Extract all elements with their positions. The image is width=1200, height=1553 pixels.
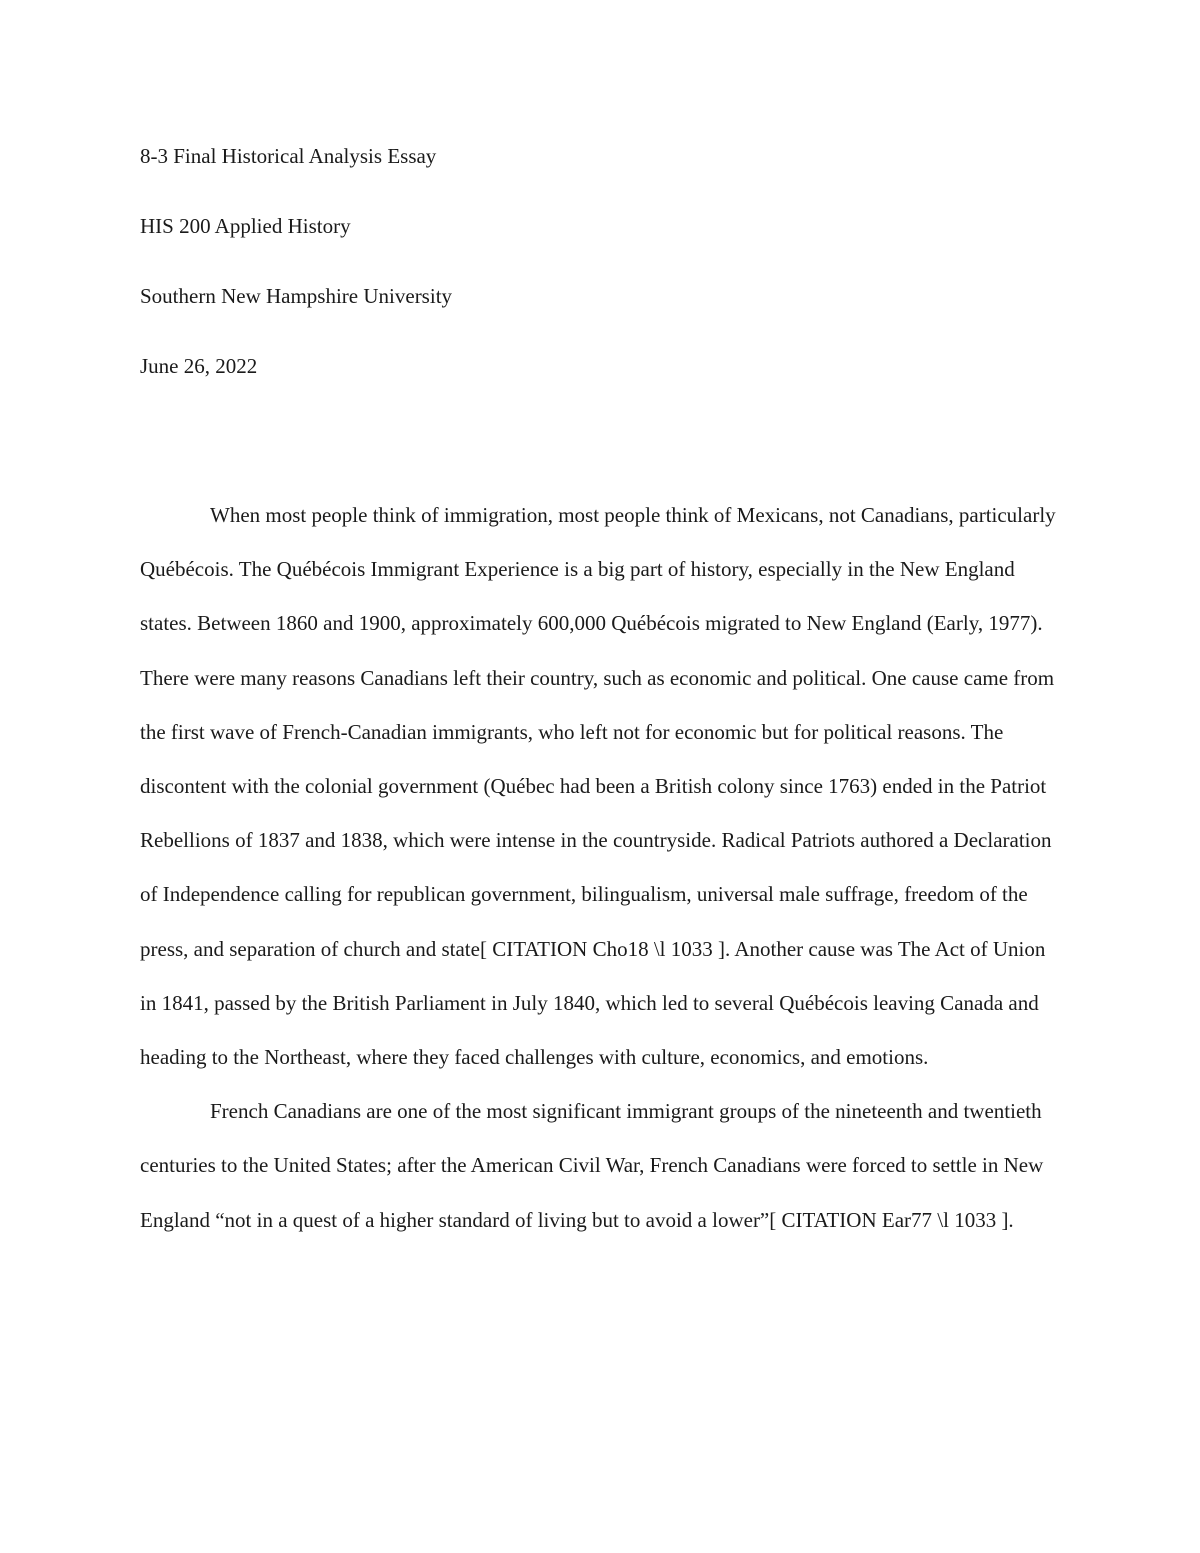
essay-body	[140, 488, 1060, 1247]
essay-title: 8-3 Final Historical Analysis Essay	[140, 144, 437, 168]
paragraph-2: French Canadians are one of the most significant immigrant groups of the nineteenth and twentieth centuries to the United States; after the American Civil War, French Canadians were forced to settle in New England “not in a quest of a higher standard of living but to avoid a lower”[ CITATION Ear77 \l 1033 ].	[140, 1099, 1044, 1232]
paragraph-1: When most people think of immigration, most people think of Mexicans, not Canadians, particularly Québécois. The Québécois Immigrant Experience is a big part of history, especially in the New England states. Between 1860 and 1900, approximately 600,000 Québécois migrated to New England (Early, 1977). There were many reasons Canadians left their country, such as economic and political. One cause came from the first wave of French-Canadian immigrants, who left not for economic but for political reasons. The discontent with the colonial government (Québec had been a British colony since 1763) ended in the Patriot Rebellions of 1837 and 1838, which were intense in the countryside. Radical Patriots authored a Declaration of Independence calling for republican government, bilingualism, universal male suffrage, freedom of the press, and separation of church and state[ CITATION Cho18 \l 1033 ]. Another cause was The Act of Union in 1841, passed by the British Parliament in July 1840, which led to several Québécois leaving Canada and heading to the Northeast, where they faced challenges with culture, economics, and emotions.	[140, 503, 1056, 1070]
institution-name: Southern New Hampshire University	[140, 284, 453, 308]
course-name: HIS 200 Applied History	[140, 214, 351, 238]
essay-date: June 26, 2022	[140, 354, 258, 378]
title-block	[140, 139, 1060, 419]
